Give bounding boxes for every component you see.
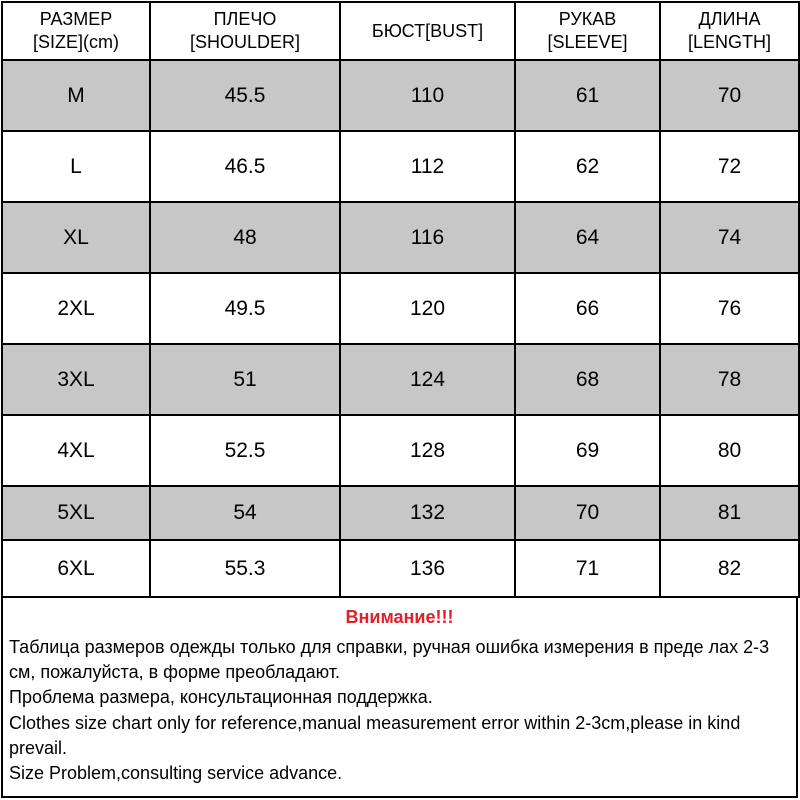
table-row [2,131,799,202]
table-row [2,344,799,415]
cell-sleeve: 66 [515,273,660,344]
cell-bust: 120 [340,273,515,344]
header-size [2,2,150,60]
header-length-ru: ДЛИНА [698,9,761,29]
table-row [2,202,799,273]
cell-bust: 116 [340,202,515,273]
cell-shoulder: 55.3 [150,540,340,597]
size-table [1,1,800,598]
table-row [2,540,799,597]
notice-ru-support: Проблема размера, консультационная поддержка. [9,687,433,707]
cell-shoulder: 45.5 [150,60,340,131]
cell-size: 4XL [2,415,150,486]
notice-en-text: Clothes size chart only for reference,manual measurement error within 2-3cm,please in kind prevail. [9,713,741,758]
cell-length: 82 [660,540,799,597]
cell-shoulder: 52.5 [150,415,340,486]
cell-length: 74 [660,202,799,273]
table-row [2,415,799,486]
cell-sleeve: 69 [515,415,660,486]
notice-box [1,598,798,798]
cell-sleeve: 70 [515,486,660,540]
table-row [2,273,799,344]
cell-length: 81 [660,486,799,540]
header-shoulder-ru: ПЛЕЧО [213,9,277,29]
cell-shoulder: 48 [150,202,340,273]
header-bust-label: БЮСТ[BUST] [371,20,484,41]
header-size-en: [SIZE](cm) [33,32,119,52]
cell-sleeve: 61 [515,60,660,131]
notice-ru-text: Таблица размеров одежды только для справки, ручная ошибка измерения в преде лах 2-3 см, пожалуйста, в форме преобладают. [9,637,770,682]
cell-sleeve: 68 [515,344,660,415]
cell-bust: 128 [340,415,515,486]
cell-length: 80 [660,415,799,486]
header-sleeve-en: [SLEEVE] [547,32,628,52]
cell-shoulder: 49.5 [150,273,340,344]
cell-size: 2XL [2,273,150,344]
cell-size: L [2,131,150,202]
cell-length: 76 [660,273,799,344]
cell-bust: 124 [340,344,515,415]
cell-sleeve: 71 [515,540,660,597]
header-length-en: [LENGTH] [687,32,771,52]
cell-length: 78 [660,344,799,415]
header-size-ru: РАЗМЕР [39,9,113,29]
header-bust [340,2,515,60]
cell-length: 70 [660,60,799,131]
header-length [660,2,799,60]
header-shoulder-en: [SHOULDER] [189,32,301,52]
cell-shoulder: 46.5 [150,131,340,202]
notice-title: Внимание!!! [345,607,454,627]
table-header-row [2,2,799,60]
cell-size: XL [2,202,150,273]
cell-size: 3XL [2,344,150,415]
table-row [2,486,799,540]
cell-size: 6XL [2,540,150,597]
cell-shoulder: 54 [150,486,340,540]
header-sleeve-ru: РУКАВ [558,9,617,29]
cell-bust: 112 [340,131,515,202]
cell-sleeve: 62 [515,131,660,202]
cell-bust: 110 [340,60,515,131]
cell-sleeve: 64 [515,202,660,273]
cell-size: 5XL [2,486,150,540]
notice-en-support: Size Problem,consulting service advance. [9,763,343,783]
table-row [2,60,799,131]
cell-size: M [2,60,150,131]
header-sleeve [515,2,660,60]
cell-bust: 132 [340,486,515,540]
cell-length: 72 [660,131,799,202]
cell-bust: 136 [340,540,515,597]
header-shoulder [150,2,340,60]
cell-shoulder: 51 [150,344,340,415]
